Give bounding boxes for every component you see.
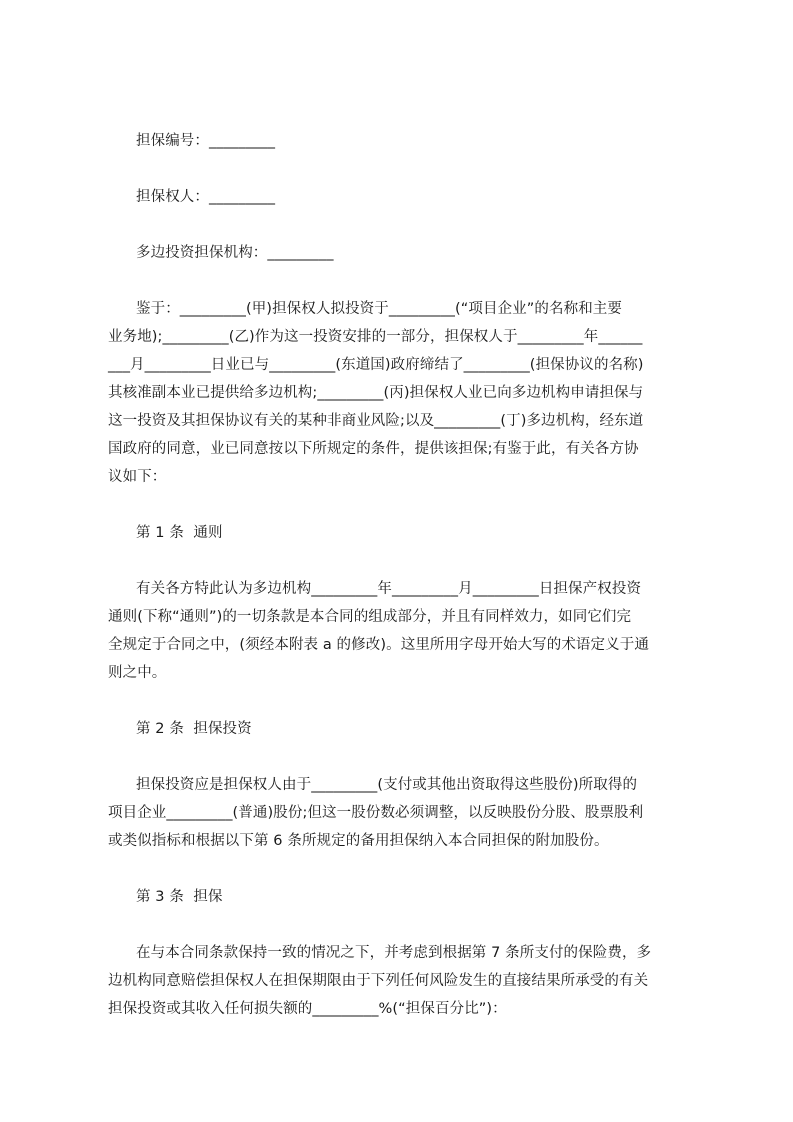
miga-field: 多边投资担保机构：_________ <box>136 245 334 261</box>
preamble-line: 鉴于：_________(甲)担保权人拟投资于_________(“项目企业”的名称和主要 <box>136 301 622 317</box>
article-2-line: 担保投资应是担保权人由于_________(支付或其他出资取得这些股份)所取得的 <box>136 777 638 793</box>
article-3-paragraph <box>108 939 708 1023</box>
article-2-line: 项目企业_________(普通)股份;但这一股份数必须调整，以反映股份分股、股票股利 <box>108 805 644 821</box>
article-1-line: 则之中。 <box>108 665 167 681</box>
guarantee-number-field: 担保编号：_________ <box>136 133 276 149</box>
preamble-line: ___月_________日业已与_________(东道国)政府缔结了_________(担保协议的名称) <box>108 357 644 373</box>
article-1-line: 全规定于合同之中，(须经本附表 a 的修改)。这里所用字母开始大写的术语定义于通 <box>108 637 649 653</box>
preamble-line: 业务地);_________(乙)作为这一投资安排的一部分，担保权人于_________年______ <box>108 329 643 345</box>
article-3-heading: 第 3 条 担保 <box>136 889 223 905</box>
preamble-line: 这一投资及其担保协议有关的某种非商业风险;以及_________(丁)多边机构，经东道 <box>108 413 644 429</box>
preamble-line: 其核准副本业已提供给多边机构;_________(丙)担保权人业已向多边机构申请担保与 <box>108 385 644 401</box>
article-1-line: 通则(下称“通则”)的一切条款是本合同的组成部分，并且有同样效力，如同它们完 <box>108 609 632 625</box>
article-2-paragraph <box>108 771 708 855</box>
preamble-line: 议如下： <box>108 469 167 485</box>
article-3-line: 在与本合同条款保持一致的情况之下，并考虑到根据第 7 条所支付的保险费，多 <box>136 945 652 961</box>
guarantee-holder-field: 担保权人：_________ <box>136 189 276 205</box>
article-2-line: 或类似指标和根据以下第 6 条所规定的备用担保纳入本合同担保的附加股份。 <box>108 833 609 849</box>
article-2-heading: 第 2 条 担保投资 <box>136 721 252 737</box>
article-1-line: 有关各方特此认为多边机构_________年_________月_________日担保产权投资 <box>136 581 642 597</box>
article-1-paragraph <box>108 575 708 687</box>
preamble-paragraph <box>108 295 708 491</box>
article-3-line: 边机构同意赔偿担保权人在担保期限由于下列任何风险发生的直接结果所承受的有关 <box>108 973 649 989</box>
preamble-line: 国政府的同意，业已同意按以下所规定的条件，提供该担保;有鉴于此，有关各方协 <box>108 441 639 457</box>
article-3-line: 担保投资或其收入任何损失额的_________%(“担保百分比”)： <box>108 1001 507 1017</box>
article-1-heading: 第 1 条 通则 <box>136 525 223 541</box>
document-body <box>108 127 708 1051</box>
